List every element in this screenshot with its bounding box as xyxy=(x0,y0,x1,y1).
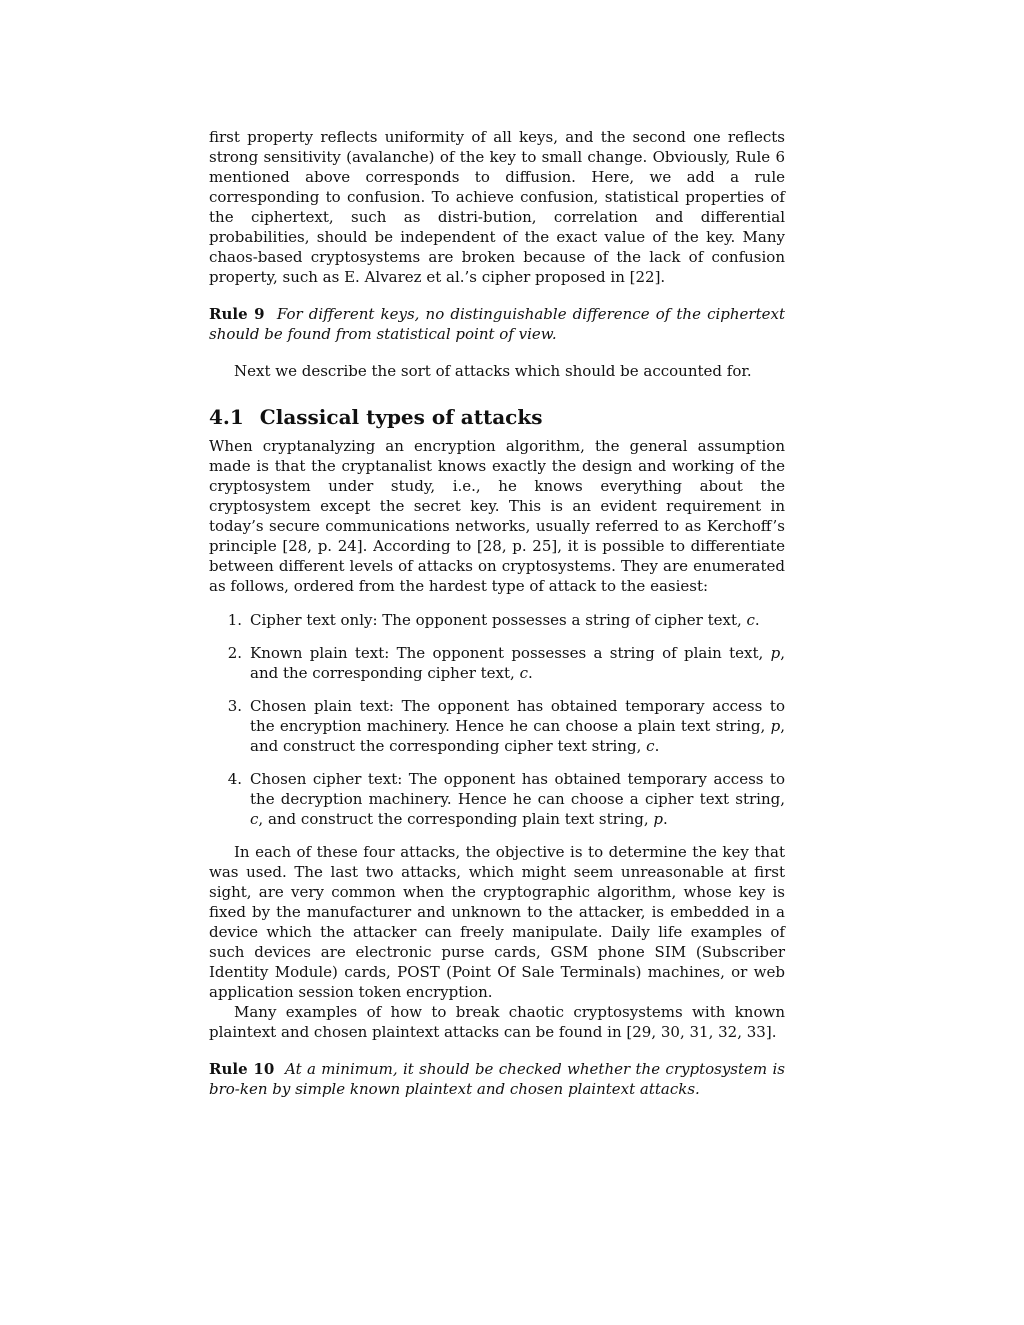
rule-10-text: At a minimum, it should be checked whether the cryptosystem is bro-ken by simple known plaintext and chosen plaintext attacks. xyxy=(209,1060,785,1098)
intro-paragraph: first property reflects uniformity of all keys, and the second one reflects strong sensitivity (avalanche) of the key to small change. Obviously, Rule 6 mentioned above corresponds to diffusion. Here, we add a rule corresponding to confusion. To achieve confusion, statistical properties of the ciphertext, such as distri-bution, correlation and differential probabilities, should be independent of the exact value of the key. Many chaos-based cryptosystems are broken because of the lack of confusion property, such as E. Alvarez et al.’s cipher proposed in [22]. xyxy=(209,128,785,286)
attack-text-middle: , and construct the corresponding plain text string, xyxy=(258,810,654,828)
attack-text-middle: , and construct the corresponding cipher text string, xyxy=(250,717,785,755)
attack-description xyxy=(250,696,785,756)
math-variable: p xyxy=(770,717,781,735)
attack-number: 3. xyxy=(227,697,242,715)
math-variable: c xyxy=(646,737,655,755)
rule-10 xyxy=(209,1059,785,1099)
attack-text-before: Known plain text: The opponent possesses a string of plain text, xyxy=(250,644,771,662)
attack-list xyxy=(209,610,785,829)
attack-text-after: . xyxy=(528,664,533,682)
rule-9 xyxy=(209,304,785,344)
section-heading xyxy=(209,405,785,429)
attack-text-after: . xyxy=(754,611,760,629)
attack-number: 1. xyxy=(227,611,242,629)
attack-description xyxy=(250,610,785,630)
section-title: Classical types of attacks xyxy=(259,405,543,429)
attack-text-before: Chosen plain text: The opponent has obtained temporary access to the encryption machinery. Hence he can choose a plain text string, xyxy=(250,697,785,735)
math-variable: p xyxy=(653,810,663,828)
math-variable: c xyxy=(519,664,528,682)
attack-number: 4. xyxy=(227,770,242,788)
attack-text-after: . xyxy=(654,737,660,755)
math-variable: c xyxy=(746,611,755,629)
attack-text-after: . xyxy=(663,810,668,828)
attack-text-middle: , and the corresponding cipher text, xyxy=(250,644,785,682)
attack-text-before: Chosen cipher text: The opponent has obtained temporary access to the decryption machinery. Hence he can choose a cipher text string, xyxy=(250,770,785,808)
rule-9-label: Rule 9 xyxy=(209,305,265,323)
attack-number: 2. xyxy=(227,644,242,662)
rule-9-text: For different keys, no distinguishable difference of the ciphertext should be found from statistical point of view. xyxy=(209,305,785,343)
examples-paragraph: Many examples of how to break chaotic cryptosystems with known plaintext and chosen plaintext attacks can be found in [29, 30, 31, 32, 33]. xyxy=(209,1003,785,1041)
rule-10-label: Rule 10 xyxy=(209,1060,275,1078)
attack-list-item xyxy=(209,610,785,630)
section-paragraph: When cryptanalyzing an encryption algorithm, the general assumption made is that the cryptanalist knows exactly the design and working of the cryptosystem under study, i.e., he knows everything about the cryptosystem except the secret key. This is an evident requirement in today’s secure communications networks, usually referred to as Kerchoff’s principle [28, p. 24]. According to [28, p. 25], it is possible to differentiate between different levels of attacks on cryptosystems. They are enumerated as follows, ordered from the hardest type of attack to the easiest: xyxy=(209,437,785,595)
attack-list-item xyxy=(209,643,785,683)
transition-paragraph: Next we describe the sort of attacks which should be accounted for. xyxy=(234,362,752,380)
math-variable: c xyxy=(250,810,259,828)
section-number: 4.1 xyxy=(209,405,244,429)
attack-text-before: Cipher text only: The opponent possesses a string of cipher text, xyxy=(250,611,747,629)
paper-page xyxy=(209,127,785,1099)
math-variable: p xyxy=(770,644,781,662)
attack-list-item xyxy=(209,769,785,829)
attack-description xyxy=(250,769,785,829)
attack-list-item xyxy=(209,696,785,756)
analysis-paragraph: In each of these four attacks, the objective is to determine the key that was used. The last two attacks, which might seem unreasonable at first sight, are very common when the cryptographic algorithm, whose key is fixed by the manufacturer and unknown to the attacker, is embedded in a device which the attacker can freely manipulate. Daily life examples of such devices are electronic purse cards, GSM phone SIM (Subscriber Identity Module) cards, POST (Point Of Sale Terminals) machines, or web application session token encryption. xyxy=(209,843,785,1001)
attack-description xyxy=(250,643,785,683)
